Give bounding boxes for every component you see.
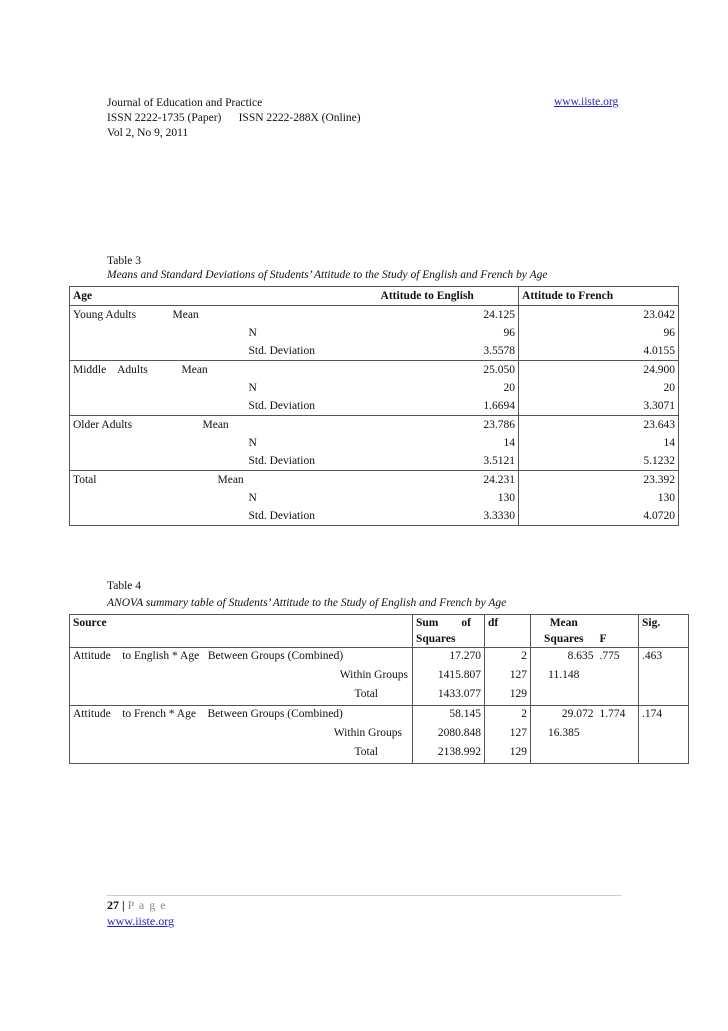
table-row xyxy=(70,471,679,490)
table3-col-english: Attitude to English xyxy=(380,290,474,302)
page-footer xyxy=(107,897,167,913)
english-value: 96 xyxy=(503,327,516,339)
french-value: 20 xyxy=(519,379,679,397)
table-row xyxy=(70,686,689,706)
english-value: 3.5578 xyxy=(483,345,516,357)
page-separator: | xyxy=(119,898,128,912)
table-row xyxy=(70,452,679,471)
page-word: P a g e xyxy=(127,898,167,912)
ss-value: 17.270 xyxy=(413,648,485,668)
table-row xyxy=(70,324,679,342)
source-label: Within Groups xyxy=(333,727,402,739)
table3 xyxy=(69,286,679,526)
table-row xyxy=(70,434,679,452)
df-value: 127 xyxy=(485,667,531,686)
table4-col-source: Source xyxy=(73,617,107,629)
ms-header-line1: Mean xyxy=(549,617,578,629)
stat-label: Std. Deviation xyxy=(248,400,315,412)
table3-col-french: Attitude to French xyxy=(519,287,679,306)
stat-label: Mean xyxy=(170,416,378,435)
age-group-label: Middle Adults xyxy=(70,361,170,380)
english-value: 1.6694 xyxy=(483,400,516,412)
table3-title: Means and Standard Deviations of Students’ Attitude to the Study of English and French by Age xyxy=(107,269,548,281)
sig-value: .174 xyxy=(639,706,689,726)
table-row xyxy=(70,706,689,726)
english-value: 14 xyxy=(503,437,516,449)
ss-header-line2: Squares xyxy=(416,633,456,645)
table-row xyxy=(70,725,689,744)
source-cell xyxy=(70,706,413,726)
stat-label: Mean xyxy=(170,471,378,490)
journal-title: Journal of Education and Practice xyxy=(107,97,263,109)
english-value: 3.3330 xyxy=(483,510,516,522)
stat-label: N xyxy=(248,327,257,339)
ss-value: 1415.807 xyxy=(413,667,485,686)
french-value: 24.900 xyxy=(519,361,679,380)
table4-col-sig: Sig. xyxy=(639,615,689,648)
table3-label: Table 3 xyxy=(107,255,142,267)
ss-value: 58.145 xyxy=(413,706,485,726)
table-row xyxy=(70,379,679,397)
ss-value: 2080.848 xyxy=(413,725,485,744)
age-group-label: Young Adults xyxy=(70,306,170,325)
table-row xyxy=(70,416,679,435)
table-row xyxy=(70,397,679,416)
french-value: 3.3071 xyxy=(519,397,679,416)
french-value: 14 xyxy=(519,434,679,452)
footer-website-link[interactable]: www.iiste.org xyxy=(107,914,174,928)
stat-label: N xyxy=(248,492,257,504)
source-label: Total xyxy=(354,746,378,758)
ms-value: 29.072 xyxy=(531,706,597,726)
f-value: .775 xyxy=(597,648,639,668)
stat-label: Mean xyxy=(170,306,246,325)
ms-value: 8.635 xyxy=(531,648,597,668)
df-value: 129 xyxy=(485,686,531,706)
volume-line: Vol 2, No 9, 2011 xyxy=(107,127,189,139)
table4-col-df: df xyxy=(485,615,531,648)
english-value: 3.5121 xyxy=(483,455,516,467)
french-value: 130 xyxy=(519,489,679,507)
footer-divider xyxy=(107,895,621,896)
french-value: 96 xyxy=(519,324,679,342)
ss-value: 2138.992 xyxy=(413,744,485,764)
stat-label: Std. Deviation xyxy=(248,455,315,467)
source-label: Between Groups (Combined) xyxy=(207,650,344,662)
english-value: 20 xyxy=(503,382,516,394)
df-value: 127 xyxy=(485,725,531,744)
ms-value: 16.385 xyxy=(531,725,597,744)
table-row xyxy=(70,744,689,764)
df-value: 129 xyxy=(485,744,531,764)
french-value: 4.0155 xyxy=(519,342,679,361)
table-row xyxy=(70,361,679,380)
ss-header-line1: Sum of xyxy=(416,617,471,629)
sig-value: .463 xyxy=(639,648,689,668)
ms-header-line2: Squares xyxy=(544,633,584,645)
df-value: 2 xyxy=(485,706,531,726)
table4-title: ANOVA summary table of Students’ Attitude to the Study of English and French by Age xyxy=(107,597,507,609)
age-group-label: Older Adults xyxy=(70,416,170,435)
stat-label: Std. Deviation xyxy=(248,510,315,522)
english-value: 24.231 xyxy=(378,471,519,490)
age-group-label: Total xyxy=(70,471,170,490)
table4-label: Table 4 xyxy=(107,580,142,592)
attitude-label: Attitude to French * Age xyxy=(73,708,196,720)
source-label: Between Groups (Combined) xyxy=(207,708,343,720)
attitude-label: Attitude to English * Age xyxy=(73,650,200,662)
table-row xyxy=(70,489,679,507)
table-row xyxy=(70,306,679,325)
page-number: 27 xyxy=(107,898,119,912)
table-row xyxy=(70,507,679,526)
source-label: Within Groups xyxy=(339,669,408,681)
ms-value: 11.148 xyxy=(531,667,597,686)
ss-value: 1433.077 xyxy=(413,686,485,706)
table3-col-age: Age xyxy=(73,290,93,302)
table4-col-mean-squares xyxy=(531,615,597,648)
french-value: 5.1232 xyxy=(519,452,679,471)
f-value: 1.774 xyxy=(597,706,639,726)
table3-header-row xyxy=(70,287,679,306)
table4-col-sum-of-squares xyxy=(413,615,485,648)
table-row xyxy=(70,667,689,686)
french-value: 4.0720 xyxy=(519,507,679,526)
stat-label: Std. Deviation xyxy=(248,345,315,357)
french-value: 23.042 xyxy=(519,306,679,325)
english-value: 23.786 xyxy=(378,416,519,435)
english-value: 130 xyxy=(497,492,516,504)
table-row xyxy=(70,648,689,668)
english-value: 24.125 xyxy=(378,306,519,325)
english-value: 25.050 xyxy=(378,361,519,380)
french-value: 23.392 xyxy=(519,471,679,490)
issn-line: ISSN 2222-1735 (Paper) ISSN 2222-288X (Online) xyxy=(107,112,361,124)
df-value: 2 xyxy=(485,648,531,668)
source-cell xyxy=(70,648,413,668)
table4-col-f: F xyxy=(599,633,607,645)
stat-label: N xyxy=(248,382,257,394)
table4 xyxy=(69,614,689,764)
stat-label: N xyxy=(248,437,257,449)
table-row xyxy=(70,342,679,361)
header-website-link[interactable]: www.iiste.org xyxy=(554,96,619,108)
table4-header-row xyxy=(70,615,689,648)
stat-label: Mean xyxy=(170,361,246,380)
french-value: 23.643 xyxy=(519,416,679,435)
source-label: Total xyxy=(354,688,378,700)
